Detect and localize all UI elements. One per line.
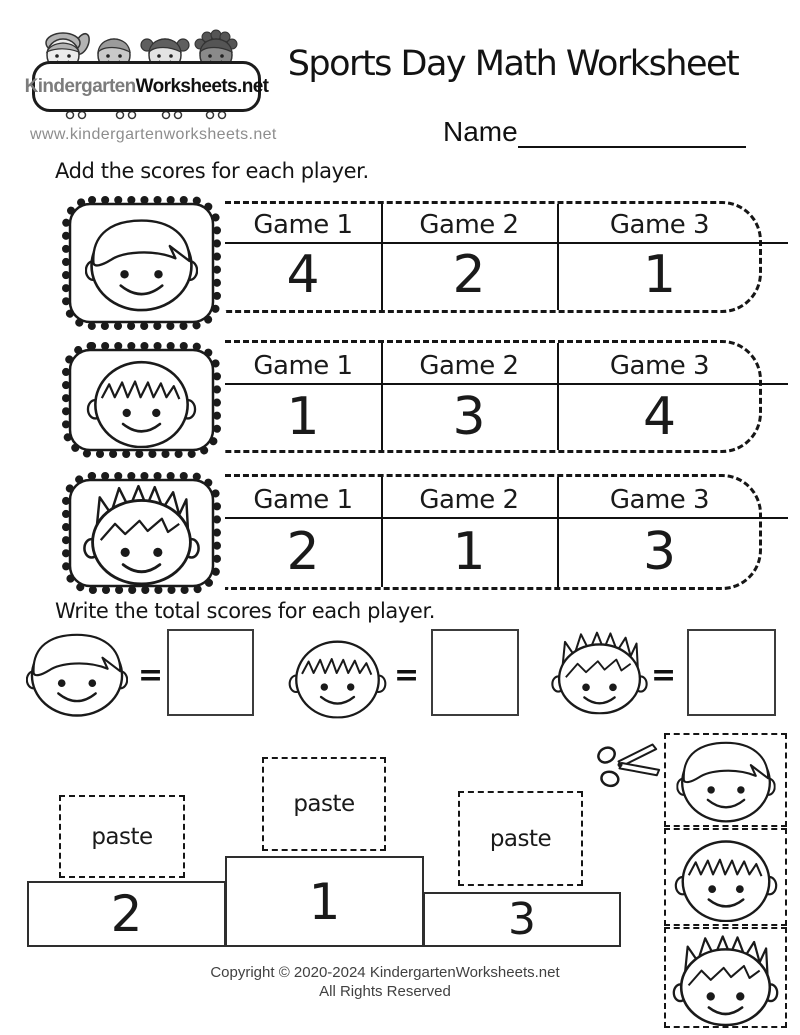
podium-place-number: 2 bbox=[110, 885, 143, 943]
column-header-game2: Game 2 bbox=[419, 485, 519, 515]
boy-spiky-hair-icon bbox=[549, 622, 650, 719]
logo-brand-gray: Kindergarten bbox=[24, 75, 136, 97]
cutout-box-face2 bbox=[664, 828, 787, 926]
score-table-player2 bbox=[225, 340, 762, 453]
column-header-game3: Game 3 bbox=[609, 210, 710, 240]
boy-side-swept-hair-icon bbox=[26, 627, 128, 719]
paste-box-place3[interactable] bbox=[458, 791, 583, 886]
podium-place-number: 3 bbox=[508, 894, 536, 945]
score-value: 1 bbox=[452, 522, 486, 582]
column-header-game1: Game 1 bbox=[253, 210, 353, 240]
name-label: Name bbox=[443, 116, 518, 147]
player2-photo-frame bbox=[55, 336, 228, 464]
copyright-line: Copyright © 2020-2024 KindergartenWorksheets.net bbox=[210, 964, 560, 981]
rights-line: All Rights Reserved bbox=[319, 983, 451, 1000]
name-input-line[interactable] bbox=[518, 118, 746, 148]
boy-side-swept-hair-icon bbox=[670, 737, 782, 823]
page-title: Sports Day Math Worksheet bbox=[287, 44, 739, 84]
total-answer-box-player1[interactable] bbox=[167, 629, 254, 716]
podium-block-place1 bbox=[225, 856, 424, 947]
scissors-icon bbox=[597, 739, 661, 789]
score-value: 3 bbox=[452, 386, 486, 447]
paste-label: paste bbox=[293, 791, 355, 817]
boy-fringe-hair-icon bbox=[288, 631, 387, 720]
score-table-player1 bbox=[225, 201, 762, 313]
total-answer-box-player3[interactable] bbox=[687, 629, 776, 716]
podium-block-place3 bbox=[423, 892, 621, 947]
score-value: 2 bbox=[452, 245, 486, 305]
boy-fringe-hair-icon bbox=[671, 832, 781, 922]
paste-box-place1[interactable] bbox=[262, 757, 386, 851]
player1-photo-frame bbox=[55, 190, 228, 336]
instruction-add-scores: Add the scores for each player. bbox=[55, 159, 369, 183]
score-value: 2 bbox=[286, 522, 320, 582]
equals-sign: = bbox=[651, 658, 677, 693]
score-table-player3 bbox=[225, 474, 762, 590]
paste-box-place2[interactable] bbox=[59, 795, 185, 878]
column-header-game3: Game 3 bbox=[609, 485, 710, 515]
podium-place-number: 1 bbox=[308, 872, 341, 931]
logo-brand-black: Worksheets.net bbox=[135, 75, 269, 97]
column-header-game2: Game 2 bbox=[419, 351, 519, 381]
website-url: www.kindergartenworksheets.net bbox=[30, 126, 277, 143]
paste-label: paste bbox=[489, 825, 552, 852]
column-header-game1: Game 1 bbox=[253, 351, 353, 381]
score-value: 1 bbox=[642, 245, 677, 305]
score-value: 4 bbox=[286, 245, 320, 305]
score-value: 1 bbox=[286, 386, 320, 447]
paste-label: paste bbox=[91, 823, 153, 850]
equals-sign: = bbox=[394, 658, 420, 693]
total-answer-box-player2[interactable] bbox=[431, 629, 519, 716]
column-header-game3: Game 3 bbox=[609, 351, 710, 381]
equals-sign: = bbox=[138, 658, 164, 693]
player3-photo-frame bbox=[55, 466, 228, 600]
column-header-game2: Game 2 bbox=[419, 210, 519, 240]
score-value: 4 bbox=[642, 386, 677, 447]
logo-pill bbox=[24, 61, 269, 112]
instruction-write-totals: Write the total scores for each player. bbox=[55, 599, 436, 623]
cutout-box-face1 bbox=[664, 733, 787, 827]
column-header-game1: Game 1 bbox=[253, 485, 353, 515]
score-value: 3 bbox=[642, 522, 677, 582]
podium-block-place2 bbox=[27, 881, 226, 947]
